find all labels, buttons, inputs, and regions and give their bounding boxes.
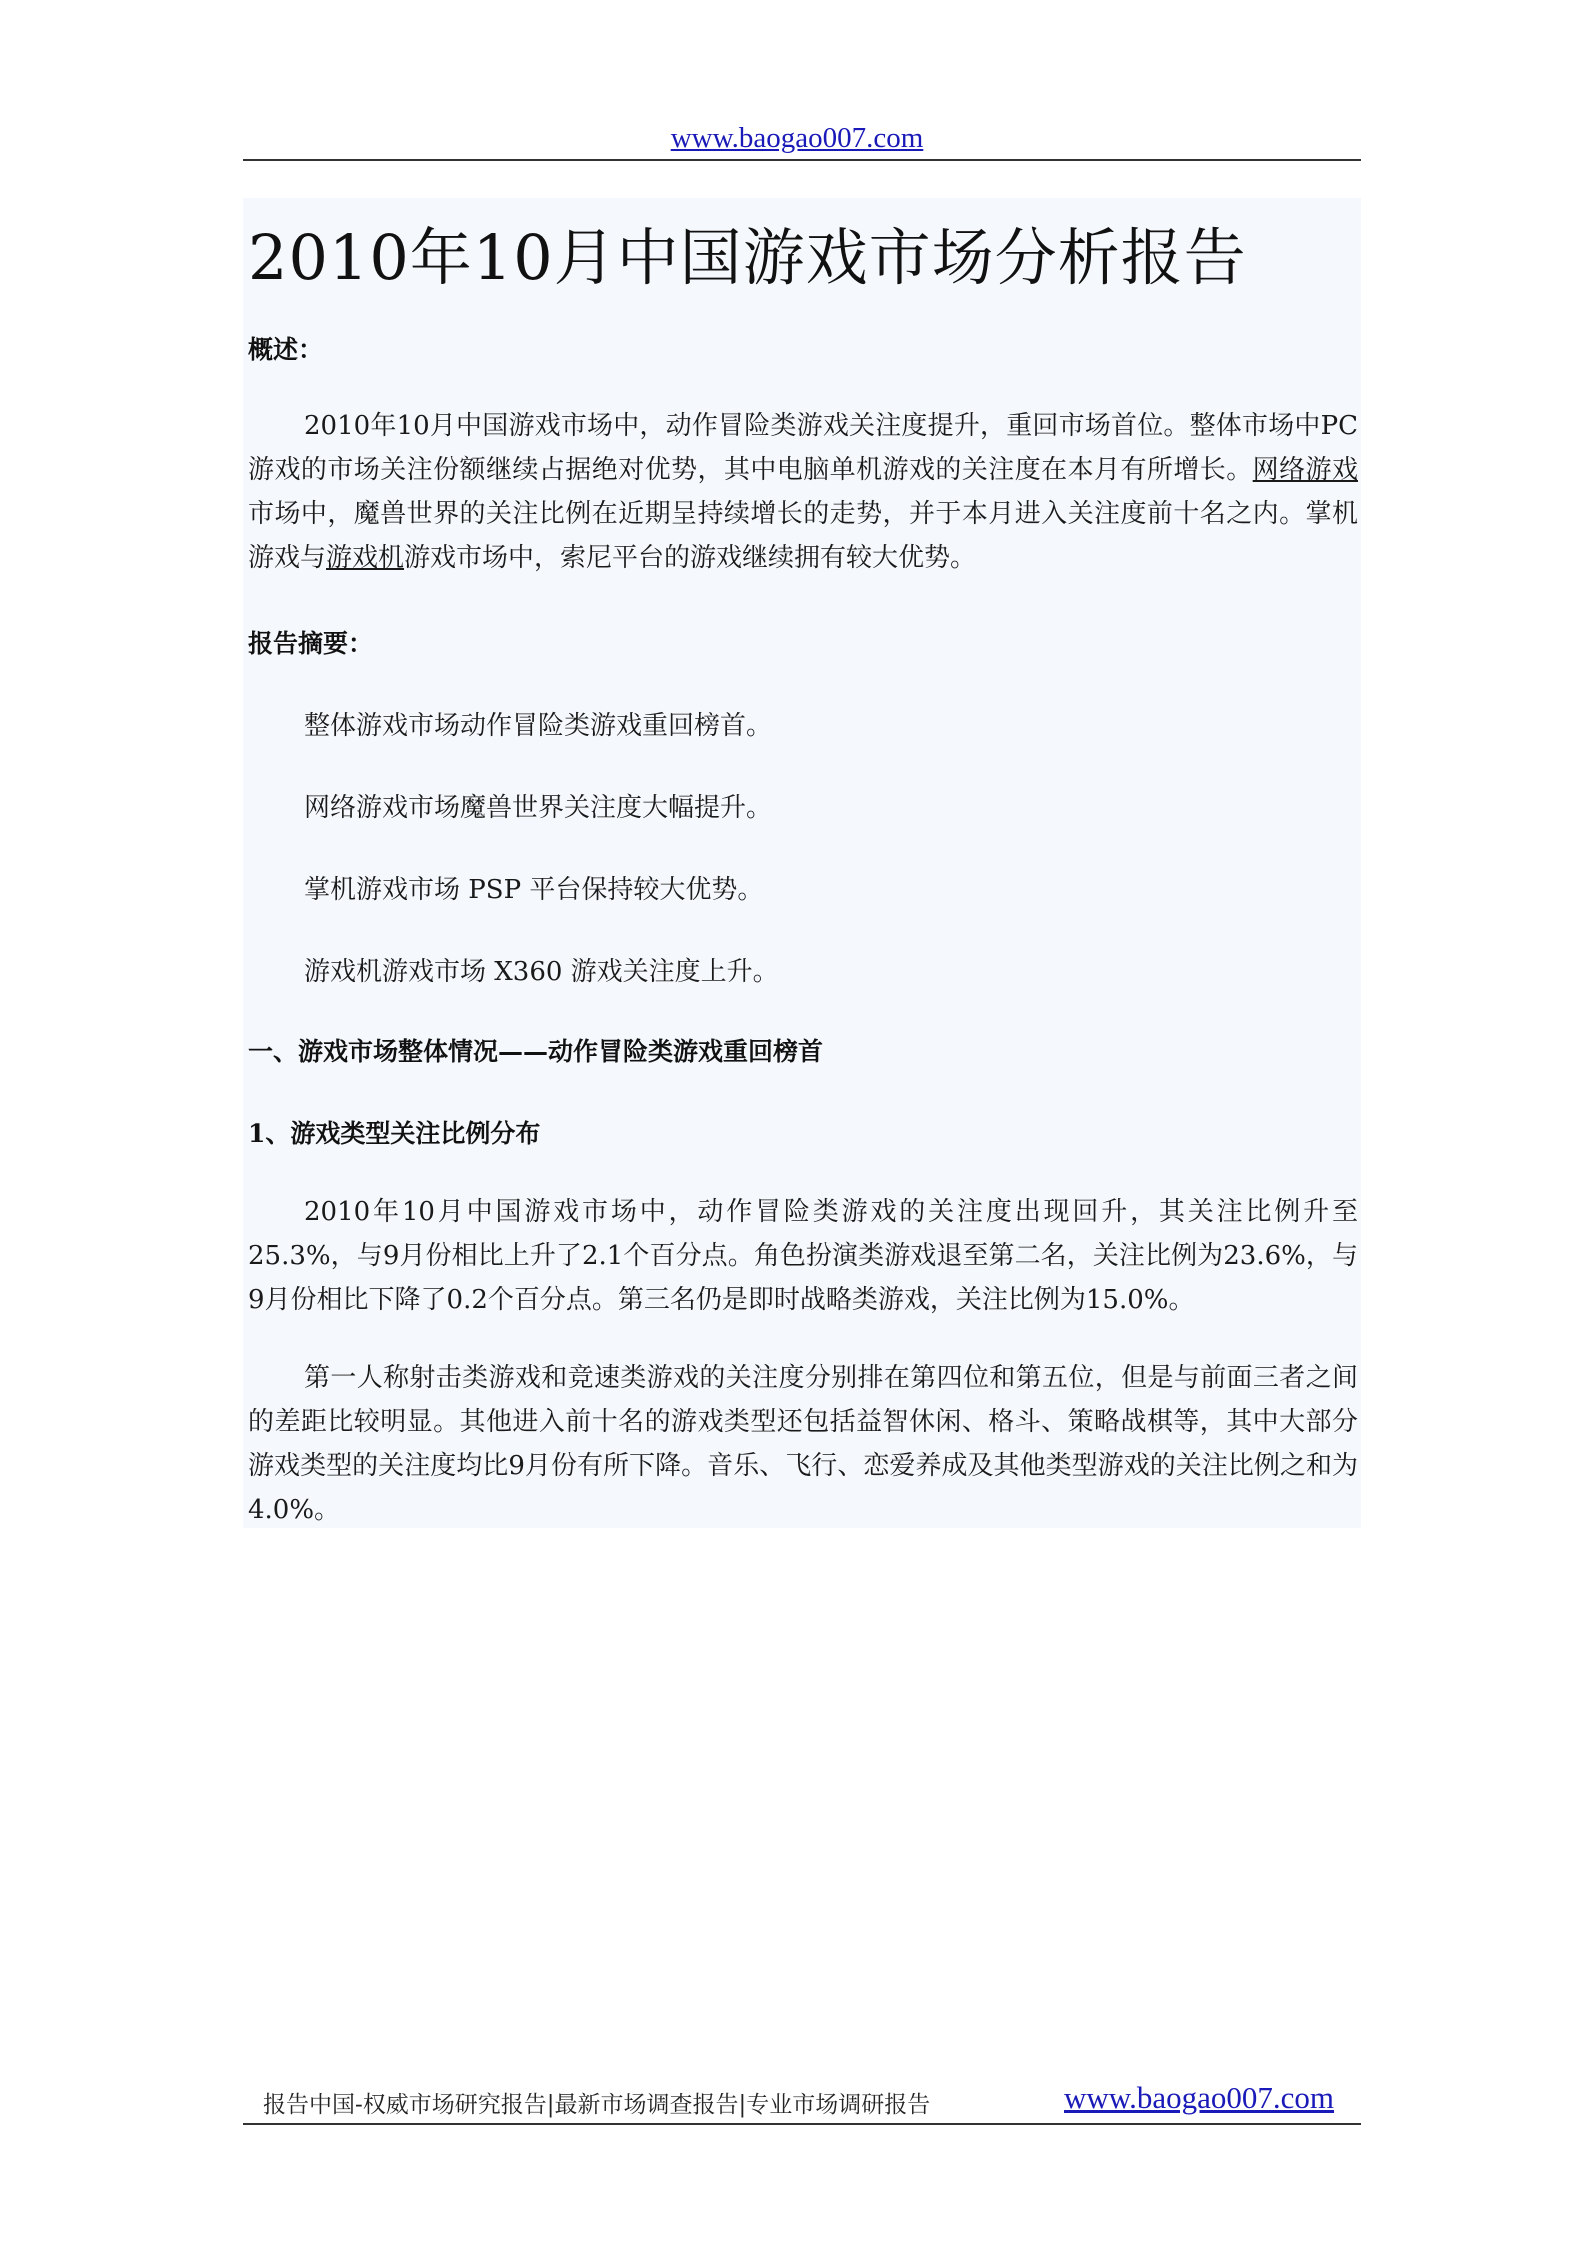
overview-text-c: 游戏市场中，索尼平台的游戏继续拥有较大优势。 <box>404 543 977 573</box>
section1-paragraph-1: 2010年10月中国游戏市场中，动作冒险类游戏的关注度出现回升，其关注比例升至25.3%，与9月份相比上升了2.1个百分点。角色扮演类游戏退至第二名，关注比例为23.6%，与9月份相比下降了0.2个百分点。第三名仍是即时战略类游戏，关注比例为15.0%。 <box>248 1197 1358 1315</box>
overview-label: 概述： <box>248 335 324 364</box>
footer-text: 报告中国-权威市场研究报告|最新市场调查报告|专业市场调研报告 <box>263 2092 931 2118</box>
header-site-link[interactable]: www.baogao007.com <box>670 122 924 154</box>
summary-item: 游戏机游戏市场 X360 游戏关注度上升。 <box>304 957 779 987</box>
footer-site-link[interactable]: www.baogao007.com <box>1064 2080 1335 2115</box>
overview-text-a: 2010年10月中国游戏市场中，动作冒险类游戏关注度提升，重回市场首位。整体市场中PC游戏的市场关注份额继续占据绝对优势，其中电脑单机游戏的关注度在本月有所增长。 <box>248 411 1358 485</box>
overview-text-b: 市场中，魔兽世界的关注比例在近期呈持续增长的走势，并于本月进入关注度前十名之内。掌机游戏与 <box>248 499 1358 573</box>
game-console-link[interactable]: 游戏机 <box>326 543 405 573</box>
section-heading: 一、游戏市场整体情况——动作冒险类游戏重回榜首 <box>248 1037 824 1066</box>
subsection-heading: 1、游戏类型关注比例分布 <box>248 1119 541 1148</box>
summary-label: 报告摘要： <box>248 629 374 658</box>
summary-item: 掌机游戏市场 PSP 平台保持较大优势。 <box>304 875 764 905</box>
page-title: 2010年10月中国游戏市场分析报告 <box>248 221 1247 294</box>
overview-paragraph <box>248 404 1358 580</box>
footer-divider <box>243 2123 1361 2125</box>
header-divider <box>243 159 1361 161</box>
summary-item: 整体游戏市场动作冒险类游戏重回榜首。 <box>304 711 773 741</box>
section1-paragraph-2: 第一人称射击类游戏和竞速类游戏的关注度分别排在第四位和第五位，但是与前面三者之间的差距比较明显。其他进入前十名的游戏类型还包括益智休闲、格斗、策略战棋等，其中大部分游戏类型的关注度均比9月份有所下降。音乐、飞行、恋爱养成及其他类型游戏的关注比例之和为4.0%。 <box>248 1363 1358 1525</box>
summary-item: 网络游戏市场魔兽世界关注度大幅提升。 <box>304 793 773 823</box>
content-panel <box>243 198 1361 1528</box>
online-games-link[interactable]: 网络游戏 <box>1252 455 1358 485</box>
